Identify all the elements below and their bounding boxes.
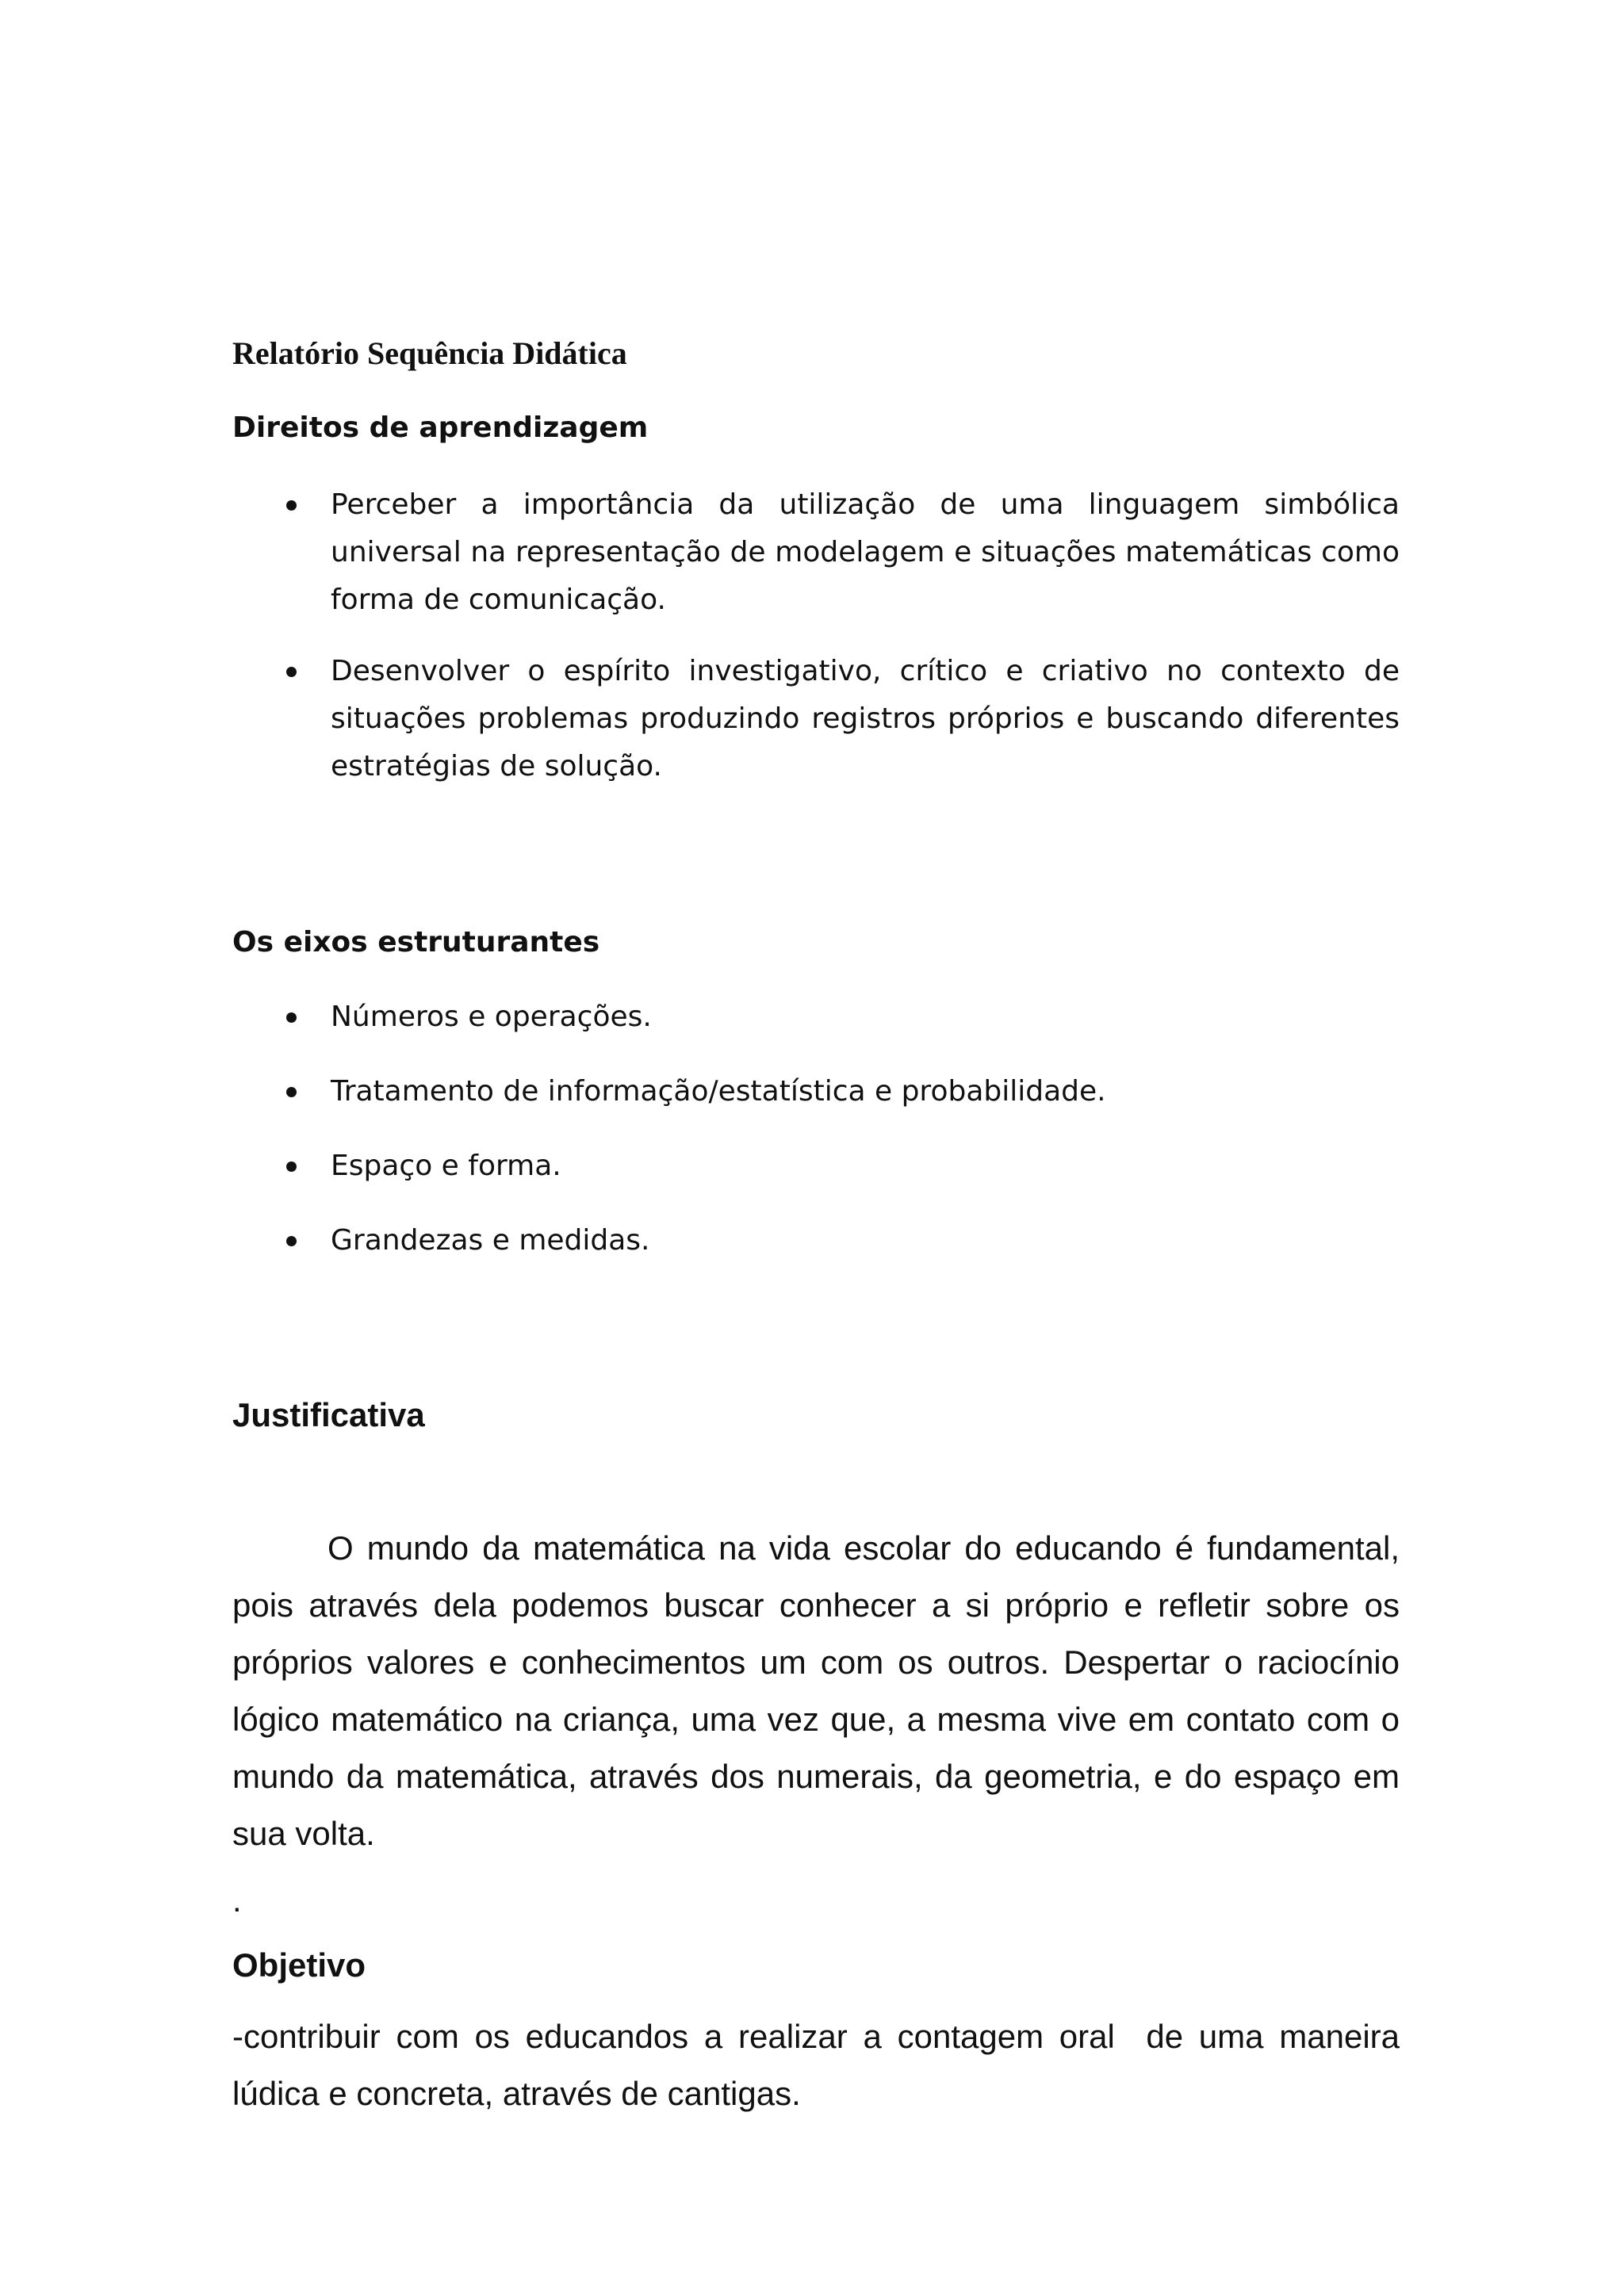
direitos-item xyxy=(232,481,1400,624)
objetivo-paragraph: -contribuir com os educandos a realizar a contagem oral de uma maneira lúdica e concreta, através de cantigas. xyxy=(232,2018,1409,2112)
eixos-list xyxy=(232,993,1400,1265)
stray-period: . xyxy=(232,1881,242,1919)
justificativa-heading: Justificativa xyxy=(232,1396,425,1433)
eixos-item-text: Números e operações. xyxy=(331,1001,652,1033)
eixos-item-text: Tratamento de informação/estatística e probabilidade. xyxy=(331,1075,1106,1108)
document-title: Relatório Sequência Didática xyxy=(232,335,627,371)
bullet-icon xyxy=(286,1236,297,1246)
eixos-item xyxy=(232,993,1400,1041)
eixos-item-text: Espaço e forma. xyxy=(331,1150,561,1182)
direitos-item-text: Desenvolver o espírito investigativo, crítico e criativo no contexto de situações problemas produzindo registros próprios e buscando diferentes estratégias de solução. xyxy=(331,655,1400,783)
direitos-list xyxy=(232,481,1400,790)
bullet-icon xyxy=(286,500,297,511)
eixos-item-text: Grandezas e medidas. xyxy=(331,1224,650,1257)
justificativa-paragraph: O mundo da matemática na vida escolar do educando é fundamental, pois através dela podemos buscar conhecer a si próprio e refletir sobre os próprios valores e conhecimentos um com os outros. Despertar o raciocínio lógico matemático na criança, uma vez que, a mesma vive em contato com o mundo da matemática, através dos numerais, da geometria, e do espaço em sua volta. xyxy=(232,1529,1400,1852)
eixos-heading: Os eixos estruturantes xyxy=(232,926,600,959)
bullet-icon xyxy=(286,667,297,677)
eixos-item xyxy=(232,1142,1400,1190)
objetivo-heading: Objetivo xyxy=(232,1946,366,1984)
bullet-icon xyxy=(286,1012,297,1023)
direitos-item xyxy=(232,648,1400,790)
bullet-icon xyxy=(286,1087,297,1097)
eixos-item xyxy=(232,1068,1400,1115)
direitos-item-text: Perceber a importância da utilização de uma linguagem simbólica universal na representação de modelagem e situações matemáticas como forma de comunicação. xyxy=(331,488,1400,616)
direitos-heading: Direitos de aprendizagem xyxy=(232,411,649,444)
eixos-item xyxy=(232,1217,1400,1265)
bullet-icon xyxy=(286,1161,297,1172)
